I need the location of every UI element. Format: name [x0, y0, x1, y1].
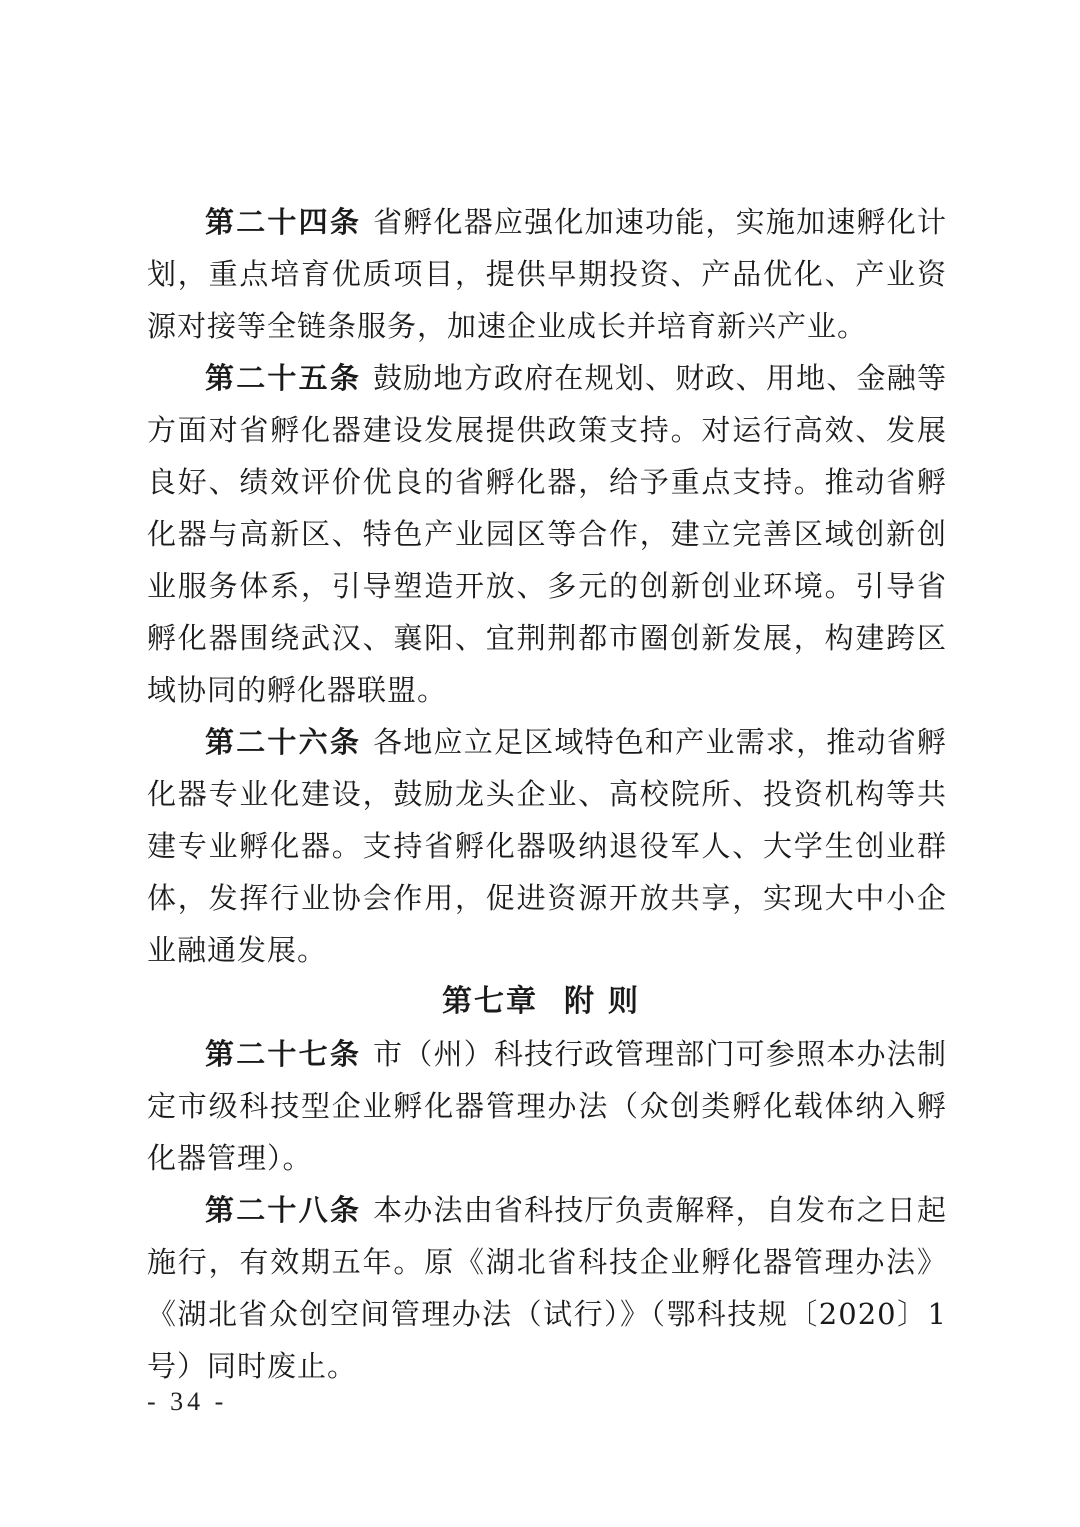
- article-24: [147, 196, 947, 352]
- article-heading: 第二十五条: [205, 361, 362, 395]
- article-heading: 第二十八条: [205, 1193, 362, 1227]
- article-text: 鼓励地方政府在规划、财政、用地、金融等方面对省孵化器建设发展提供政策支持。对运行高效、发展良好、绩效评价优良的省孵化器，给予重点支持。推动省孵化器与高新区、特色产业园区等合作，建立完善区域创新创业服务体系，引导塑造开放、多元的创新创业环境。引导省孵化器围绕武汉、襄阳、宜荆荆都市圈创新发展，构建跨区域协同的孵化器联盟。: [147, 361, 947, 707]
- article-text: 市（州）科技行政管理部门可参照本办法制定市级科技型企业孵化器管理办法（众创类孵化载体纳入孵化器管理）。: [147, 1037, 947, 1175]
- article-26: [147, 716, 947, 976]
- article-heading: 第二十七条: [205, 1037, 362, 1071]
- article-27: [147, 1028, 947, 1184]
- article-heading: 第二十六条: [205, 725, 362, 759]
- article-heading: 第二十四条: [205, 205, 362, 239]
- chapter-heading: [147, 976, 947, 1028]
- article-25: [147, 352, 947, 716]
- article-text: 各地应立足区域特色和产业需求，推动省孵化器专业化建设，鼓励龙头企业、高校院所、投资机构等共建专业孵化器。支持省孵化器吸纳退役军人、大学生创业群体，发挥行业协会作用，促进资源开放共享，实现大中小企业融通发展。: [147, 725, 947, 967]
- article-text: 省孵化器应强化加速功能，实施加速孵化计划，重点培育优质项目，提供早期投资、产品优化、产业资源对接等全链条服务，加速企业成长并培育新兴产业。: [147, 205, 947, 343]
- article-28: [147, 1184, 947, 1392]
- chapter-name: 附则: [564, 984, 652, 1019]
- document-body: [147, 196, 947, 1392]
- article-text: 本办法由省科技厅负责解释，自发布之日起施行，有效期五年。原《湖北省科技企业孵化器管理办法》《湖北省众创空间管理办法（试行）》（鄂科技规〔2020〕1号）同时废止。: [147, 1193, 947, 1383]
- chapter-number: 第七章: [442, 984, 538, 1019]
- page-number: - 34 -: [147, 1387, 228, 1416]
